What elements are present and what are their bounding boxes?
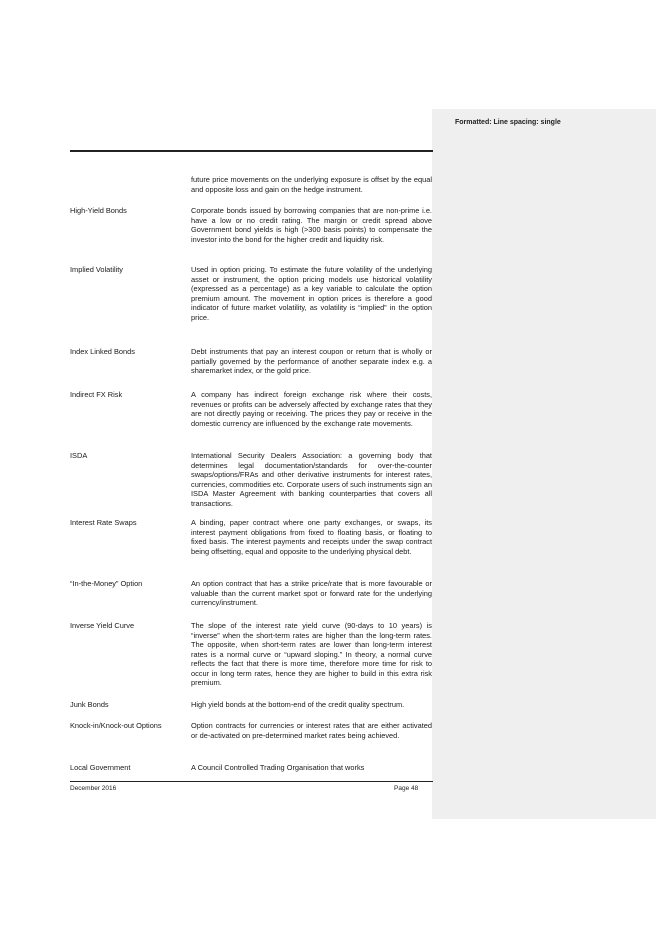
footer-rule	[70, 781, 433, 782]
glossary-definition: The slope of the interest rate yield curve (90-days to 10 years) is “inverse” when the short-term rates are higher than the long-term rates. The opposite, when short-term rates are lower than long-term interest rates is a normal curve or “upward sloping.” In theory, a normal curve reflects the fact that there is more time, therefore more time for risk to occur in long term rates, hence they are higher to build in this extra risk premium.	[191, 621, 432, 687]
comment-sidebar	[432, 109, 656, 819]
glossary-term: Junk Bonds	[70, 700, 109, 709]
glossary-definition: A company has indirect foreign exchange risk where their costs, revenues or profits can be adversely affected by exchange rates that they are not directly paying or receiving. The prices they pay or receive in the domestic currency are influenced by the exchange rate movements.	[191, 390, 432, 428]
glossary-definition: Option contracts for currencies or interest rates that are either activated or de-activated on pre-determined market rates being achieved.	[191, 721, 432, 740]
glossary-definition: International Security Dealers Association: a governing body that determines legal documentation/standards for over-the-counter swaps/options/FRAs and other derivative instruments for interest rates, currencies, commodities etc. Corporate users of such instruments sign an ISDA Master Agreement with banking counterparties that covers all transactions.	[191, 451, 432, 508]
glossary-definition: Debt instruments that pay an interest coupon or return that is wholly or partially governed by the performance of another separate index e.g. a sharemarket index, or the gold price.	[191, 347, 432, 375]
glossary-term: High-Yield Bonds	[70, 206, 127, 215]
glossary-term: Implied Volatility	[70, 265, 123, 274]
glossary-term: Local Government	[70, 763, 131, 772]
glossary-term: “In-the-Money” Option	[70, 579, 143, 588]
glossary-definition: A Council Controlled Trading Organisation that works	[191, 763, 365, 772]
glossary-term: Index Linked Bonds	[70, 347, 135, 356]
page-number: Page 48	[394, 785, 419, 792]
footer-date: December 2016	[70, 785, 117, 792]
glossary-definition: High yield bonds at the bottom-end of the credit quality spectrum.	[191, 700, 405, 709]
glossary-term: Knock-in/Knock-out Options	[70, 721, 162, 730]
glossary-term: ISDA	[70, 451, 88, 460]
glossary-term: Indirect FX Risk	[70, 390, 123, 399]
glossary-definition: An option contract that has a strike price/rate that is more favourable or valuable than the current market spot or forward rate for the underlying currency/instrument.	[191, 579, 432, 607]
glossary-term: Inverse Yield Curve	[70, 621, 135, 630]
header-rule	[70, 150, 433, 152]
glossary-definition: Used in option pricing. To estimate the future volatility of the underlying asset or instrument, the option pricing models use historical volatility (expressed as a percentage) as a key variable to calculate the option premium amount. The movement in option prices is therefore a good indicator of future market volatility, as volatility is “implied” in the option price.	[191, 265, 432, 322]
glossary-definition: Corporate bonds issued by borrowing companies that are non-prime i.e. have a low or no credit rating. The margin or credit spread above Government bond yields is high (>300 basis points) to compensate the investor into the bond for the higher credit and liquidity risk.	[191, 206, 432, 244]
glossary-definition: A binding, paper contract where one party exchanges, or swaps, its interest payment obligations from fixed to floating basis, or floating to fixed basis. The interest payments and receipts under the swap contract being offsetting, equal and opposite to the underlying physical debt.	[191, 518, 432, 556]
glossary-definition: future price movements on the underlying exposure is offset by the equal and opposite loss and gain on the hedge instrument.	[191, 175, 432, 194]
glossary-term: Interest Rate Swaps	[70, 518, 137, 527]
sidebar-format-note: Formatted: Line spacing: single	[455, 119, 561, 126]
